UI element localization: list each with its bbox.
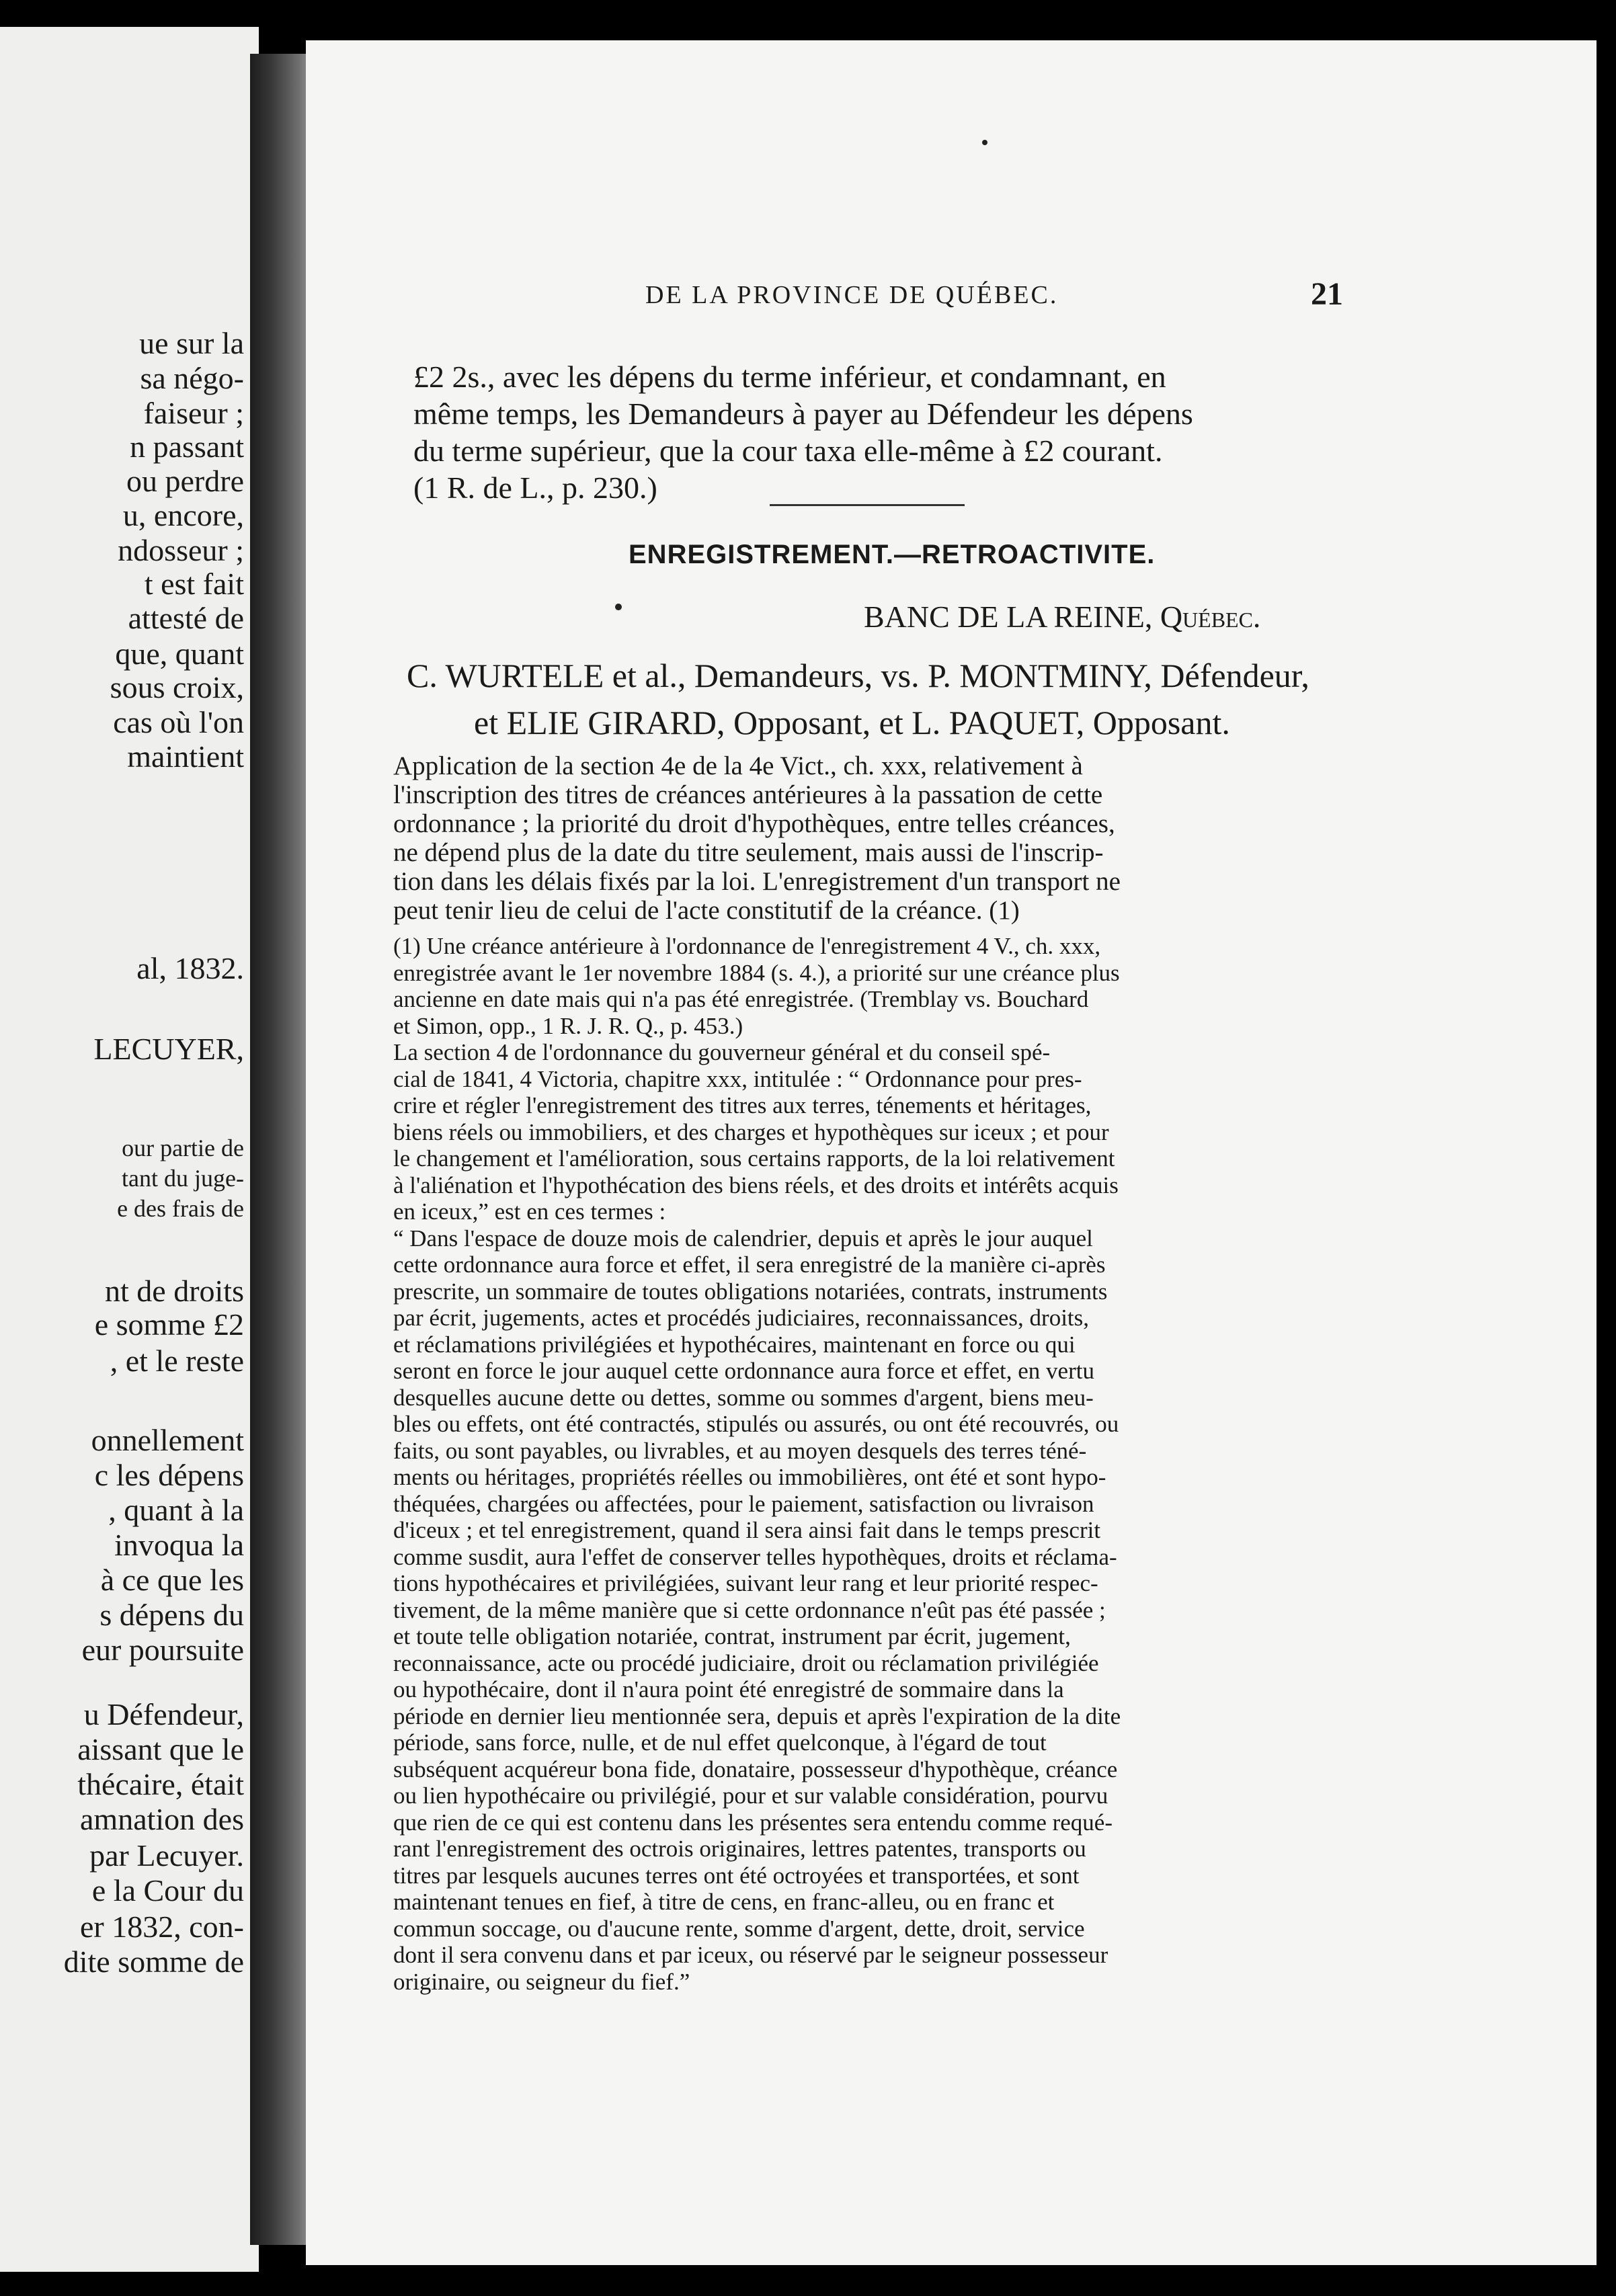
footnote-line: crire et régler l'enregistrement des titres aux terres, ténements et héritages, [393, 1092, 1092, 1118]
running-head: DE LA PROVINCE DE QUÉBEC. [645, 281, 1059, 309]
left-page-line: cas où l'on [113, 705, 244, 739]
footnote-line: biens réels ou immobiliers, et des charges et hypothèques sur iceux ; et pour [393, 1118, 1109, 1145]
left-page-line: attesté de [128, 601, 244, 635]
left-page-line: tant du juge- [122, 1165, 244, 1192]
footnote-line: rant l'enregistrement des octrois originaires, lettres patentes, transports ou [393, 1836, 1086, 1862]
left-page-line: faiseur ; [143, 396, 244, 430]
left-page-line: nt de droits [105, 1274, 244, 1308]
footnote-line: (1) Une créance antérieure à l'ordonnance de l'enregistrement 4 V., ch. xxx, [393, 933, 1101, 959]
left-page-line: our partie de [122, 1135, 244, 1161]
abstract-line: peut tenir lieu de celui de l'acte constitutif de la créance. (1) [393, 896, 1020, 925]
left-page-line: ndosseur ; [118, 533, 244, 567]
case-heading: ENREGISTREMENT.—RETROACTIVITE. [629, 540, 1156, 569]
left-page-line: amnation des [80, 1802, 244, 1836]
section-rule [770, 504, 965, 506]
left-page-line: ou perdre [126, 464, 244, 498]
speck-mark [982, 140, 987, 145]
footnote-line: seront en force le jour auquel cette ordonnance aura force et effet, en vertu [393, 1358, 1094, 1384]
opening-line: du terme supérieur, que la cour taxa elle-même à £2 courant. [413, 434, 1163, 468]
footnote-line: le changement et l'amélioration, sous certains rapports, de la loi relativement [393, 1145, 1115, 1172]
abstract-line: ne dépend plus de la date du titre seulement, mais aussi de l'inscrip- [393, 838, 1104, 867]
left-page-line: er 1832, con- [80, 1910, 244, 1944]
left-page-line: , quant à la [108, 1493, 244, 1527]
left-page-line: t est fait [144, 567, 244, 601]
left-page-line: e somme £2 [94, 1307, 244, 1342]
book-gutter [250, 54, 314, 2245]
left-page-line: ue sur la [139, 326, 244, 360]
footnote-line: ou lien hypothécaire ou privilégié, pour et sur valable considération, pourvu [393, 1782, 1108, 1809]
footnote-line: cial de 1841, 4 Victoria, chapitre xxx, intitulée : “ Ordonnance pour pres- [393, 1065, 1082, 1092]
left-page-line: invoqua la [114, 1528, 244, 1562]
left-page-line: e des frais de [117, 1195, 244, 1222]
footnote-line: prescrite, un sommaire de toutes obligations notariées, contrats, instruments [393, 1278, 1108, 1305]
main-page [306, 40, 1597, 2265]
court-line: BANC DE LA REINE, Québec. [864, 600, 1261, 634]
opening-line: (1 R. de L., p. 230.) [413, 470, 657, 505]
footnote-line: “ Dans l'espace de douze mois de calendrier, depuis et après le jour auquel [393, 1225, 1093, 1252]
footnote-line: ou hypothécaire, dont il n'aura point été enregistré de sommaire dans la [393, 1676, 1064, 1703]
left-page-line: sa négo- [140, 361, 244, 395]
left-page-line: thécaire, était [77, 1767, 244, 1801]
footnote-line: commun soccage, ou d'aucune rente, somme d'argent, dette, droit, service [393, 1915, 1085, 1942]
speck-mark [615, 604, 622, 610]
footnote-line: à l'aliénation et l'hypothécation des biens réels, et des droits et intérêts acquis [393, 1172, 1119, 1198]
footnote-line: La section 4 de l'ordonnance du gouverneur général et du conseil spé- [393, 1039, 1051, 1065]
left-page-line: que, quant [115, 637, 244, 671]
footnote-line: cette ordonnance aura force et effet, il sera enregistré de la manière ci-après [393, 1252, 1106, 1278]
footnote-line: titres par lesquels aucunes terres ont été octroyées et transportées, et sont [393, 1862, 1080, 1889]
left-page-line: à ce que les [100, 1563, 244, 1597]
abstract-line: Application de la section 4e de la 4e Vict., ch. xxx, relativement à [393, 751, 1083, 780]
left-page-line: u Défendeur, [83, 1697, 244, 1731]
left-page-line: dite somme de [63, 1944, 244, 1979]
left-page-line: , et le reste [110, 1344, 244, 1378]
left-facing-page [0, 27, 259, 2272]
abstract-line: l'inscription des titres de créances antérieures à la passation de cette [393, 780, 1103, 809]
left-page-line: c les dépens [94, 1458, 244, 1492]
left-page-line: par Lecuyer. [89, 1838, 244, 1873]
opening-line: £2 2s., avec les dépens du terme inférieur, et condamnant, en [413, 360, 1166, 394]
footnote-line: enregistrée avant le 1er novembre 1884 (s. 4.), a priorité sur une créance plus [393, 959, 1120, 986]
left-page-line: n passant [130, 429, 244, 464]
footnote-line: période en dernier lieu mentionnée sera, depuis et après l'expiration de la dite [393, 1703, 1121, 1729]
abstract-line: tion dans les délais fixés par la loi. L'enregistrement d'un transport ne [393, 867, 1121, 896]
footnote-line: et toute telle obligation notariée, contrat, instrument par écrit, jugement, [393, 1623, 1071, 1649]
left-page-line: al, 1832. [136, 951, 244, 985]
page-number: 21 [1311, 276, 1343, 312]
abstract-line: ordonnance ; la priorité du droit d'hypothèques, entre telles créances, [393, 809, 1115, 838]
footnote-line: comme susdit, aura l'effet de conserver telles hypothèques, droits et réclama- [393, 1543, 1117, 1570]
footnote-line: théquées, chargées ou affectées, pour le paiement, satisfaction ou livraison [393, 1490, 1094, 1517]
footnote-line: maintenant tenues en fief, à titre de cens, en franc-alleu, ou en franc et [393, 1889, 1055, 1915]
left-page-line: aissant que le [77, 1732, 244, 1766]
footnote-line: ancienne en date mais qui n'a pas été enregistrée. (Tremblay vs. Bouchard [393, 986, 1089, 1012]
footnote-line: et Simon, opp., 1 R. J. R. Q., p. 453.) [393, 1012, 743, 1039]
footnote-line: tions hypothécaires et privilégiées, suivant leur rang et leur priorité respec- [393, 1570, 1098, 1596]
footnote-line: période, sans force, nulle, et de nul effet quelconque, à l'égard de tout [393, 1729, 1047, 1756]
left-page-line: sous croix, [110, 670, 244, 704]
footnote-line: tivement, de la même manière que si cette ordonnance n'eût pas été passée ; [393, 1596, 1106, 1623]
footnote-line: d'iceux ; et tel enregistrement, quand il sera ainsi fait dans le temps prescrit [393, 1517, 1101, 1543]
left-page-line: maintient [127, 739, 244, 774]
opening-line: même temps, les Demandeurs à payer au Défendeur les dépens [413, 397, 1193, 431]
footnote-line: bles ou effets, ont été contractés, stipulés ou assurés, ou ont été recouvrés, ou [393, 1411, 1119, 1437]
footnote-line: dont il sera convenu dans et par iceux, ou réservé par le seigneur possesseur [393, 1942, 1108, 1968]
left-page-line: e la Cour du [91, 1873, 244, 1908]
footnote-line: en iceux,” est en ces termes : [393, 1198, 666, 1225]
footnote-line: ments ou héritages, propriétés réelles ou immobilières, ont été et sont hypo- [393, 1464, 1106, 1490]
footnote-line: subséquent acquéreur bona fide, donataire, possesseur d'hypothèque, créance [393, 1756, 1118, 1782]
footnote-line: et réclamations privilégiées et hypothécaires, maintenant en force ou qui [393, 1331, 1076, 1358]
footnote-line: originaire, ou seigneur du fief.” [393, 1968, 690, 1995]
left-page-line: u, encore, [122, 498, 244, 532]
left-page-line: onnellement [91, 1423, 244, 1457]
left-page-line: s dépens du [99, 1598, 244, 1632]
parties-line: C. WURTELE et al., Demandeurs, vs. P. MONTMINY, Défendeur, [407, 657, 1309, 694]
footnote-line: par écrit, jugements, actes et procédés judiciaires, reconnaissances, droits, [393, 1305, 1090, 1331]
footnote-line: desquelles aucune dette ou dettes, somme ou sommes d'argent, biens meu- [393, 1384, 1094, 1411]
footnote-line: faits, ou sont payables, ou livrables, et au moyen desquels des terres téné- [393, 1437, 1087, 1464]
footnote-line: que rien de ce qui est contenu dans les présentes sera entendu comme requé- [393, 1809, 1113, 1836]
left-page-line: LECUYER, [93, 1032, 244, 1066]
parties-line: et ELIE GIRARD, Opposant, et L. PAQUET, Opposant. [474, 704, 1230, 741]
footnote-line: reconnaissance, acte ou procédé judiciaire, droit ou réclamation privilégiée [393, 1649, 1099, 1676]
left-page-line: eur poursuite [81, 1633, 244, 1667]
